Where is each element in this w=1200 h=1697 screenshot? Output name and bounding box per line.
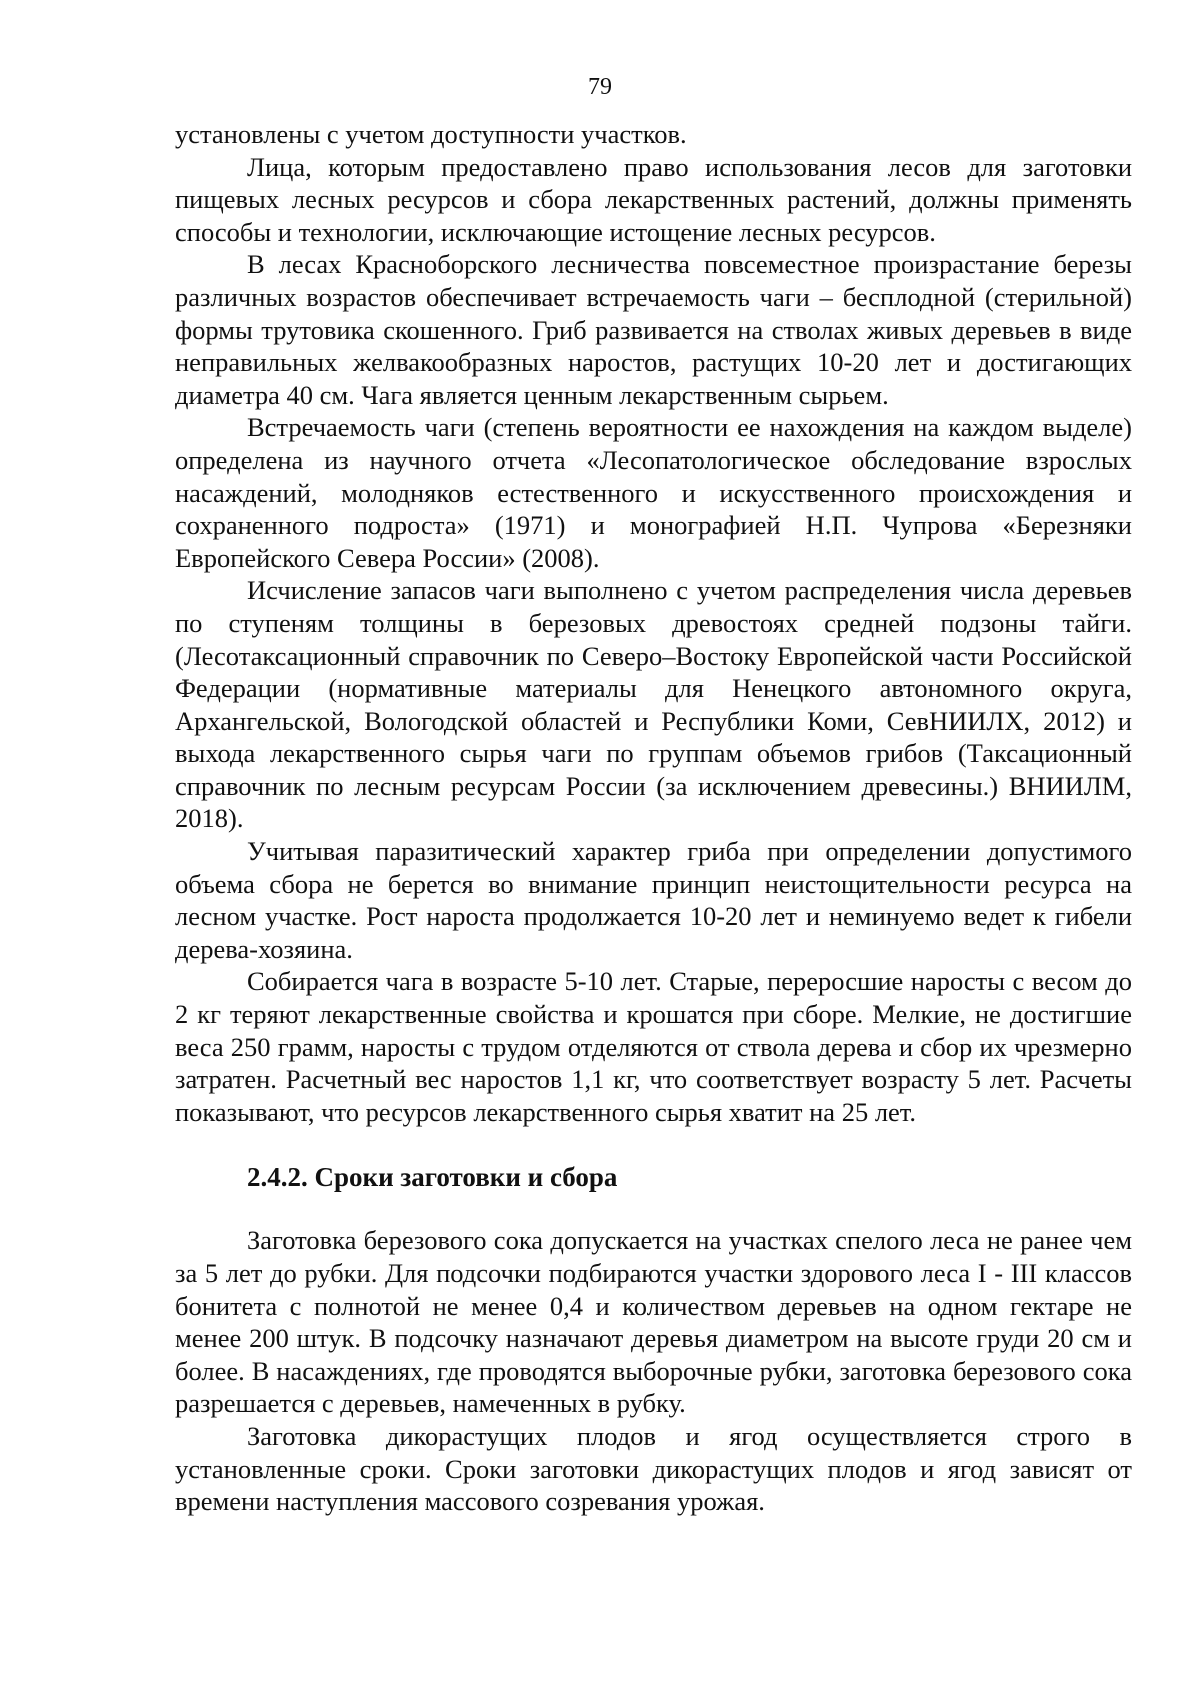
paragraph: Исчисление запасов чаги выполнено с учетом распределения числа деревьев по ступеням толщины в березовых древостоях средней подзоны тайги. (Лесотаксационный справочник по Северо–Востоку Европейской части Российской Федерации (нормативные материалы для Ненецкого автономного округа, Архангельской, Вологодской областей и Республики Коми, СевНИИЛХ, 2012) и выхода лекарственного сырья чаги по группам объемов грибов (Таксационный справочник по лесным ресурсам России (за исключением древесины.) ВНИИЛМ, 2018). <box>175 575 1132 834</box>
paragraph: Заготовка дикорастущих плодов и ягод осуществляется строго в установленные сроки. Сроки заготовки дикорастущих плодов и ягод зависят от времени наступления массового созревания урожая. <box>175 1420 1132 1517</box>
page-number: 79 <box>588 74 612 100</box>
paragraph: установлены с учетом доступности участков. <box>175 119 687 149</box>
paragraph: Заготовка березового сока допускается на участках спелого леса не ранее чем за 5 лет до рубки. Для подсочки подбираются участки здорового леса I - III классов бонитета с полнотой не менее 0,4 и количеством деревьев на одном гектаре не менее 200 штук. В подсочку назначают деревья диаметром на высоте груди 20 см и более. В насаждениях, где проводятся выборочные рубки, заготовка березового сока разрешается с деревьев, намеченных в рубку. <box>175 1225 1132 1419</box>
paragraph: Встречаемость чаги (степень вероятности ее нахождения на каждом выделе) определена из научного отчета «Лесопатологическое обследование взрослых насаждений, молодняков естественного и искусственного происхождения и сохраненного подроста» (1971) и монографией Н.П. Чупрова «Березняки Европейского Севера России» (2008). <box>175 412 1132 573</box>
paragraph: Учитывая паразитический характер гриба при определении допустимого объема сбора не берется во внимание принцип неистощительности ресурса на лесном участке. Рост нароста продолжается 10-20 лет и неминуемо ведет к гибели дерева-хозяина. <box>175 836 1132 964</box>
section-heading: 2.4.2. Сроки заготовки и сбора <box>247 1162 618 1193</box>
paragraph: В лесах Красноборского лесничества повсеместное произрастание березы различных возрастов обеспечивает встречаемость чаги – бесплодной (стерильной) формы трутовика скошенного. Гриб развивается на стволах живых деревьев в виде неправильных желвакообразных наростов, растущих 10-20 лет и достигающих диаметра 40 см. Чага является ценным лекарственным сырьем. <box>175 249 1132 410</box>
paragraphs-after-heading <box>175 1224 1132 1517</box>
body-text <box>175 118 1132 1518</box>
paragraph: Собирается чага в возрасте 5-10 лет. Старые, переросшие наросты с весом до 2 кг теряют лекарственные свойства и крошатся при сборе. Мелкие, не достигшие веса 250 грамм, наросты с трудом отделяются от ствола дерева и сбор их чрезмерно затратен. Расчетный вес наростов 1,1 кг, что соответствует возрасту 5 лет. Расчеты показывают, что ресурсов лекарственного сырья хватит на 25 лет. <box>175 966 1132 1127</box>
paragraph: Лица, которым предоставлено право использования лесов для заготовки пищевых лесных ресурсов и сбора лекарственных растений, должны применять способы и технологии, исключающие истощение лесных ресурсов. <box>175 151 1132 247</box>
paragraphs-before-heading <box>175 118 1132 1128</box>
